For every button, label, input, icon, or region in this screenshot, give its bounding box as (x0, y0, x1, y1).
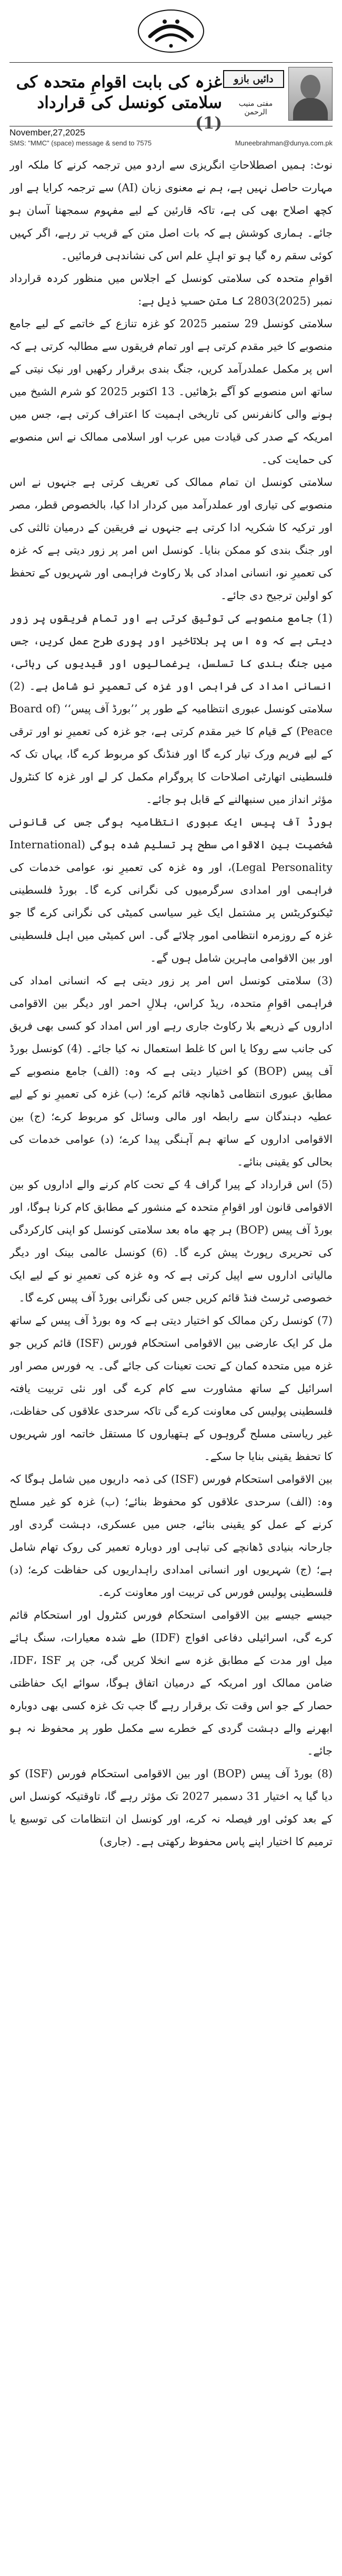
column-name: دائیں بازو (223, 70, 284, 88)
body-paragraph: (1) جامع منصوبے کی توثیق کرتی ہے اور تمام فریقوں پر زور دیتی ہے کہ وہ اس پر بلاتاخیر اور پوری طرح عمل کریں، جس میں جنگ بندی کا تسلسل، یرغمالیوں اور قیدیوں کی رہائی، انسانی امداد کی فراہمی اور غزہ کی تعمیرِ نو شامل ہے۔ (2) سلامتی کونسل عبوری انتظامیہ کے طور پر ’’بورڈ آف پیس‘‘ (Board of Peace) کے قیام کا خیر مقدم کرتی ہے، جو غزہ کی تعمیرِ نو اور ترقی کے لیے فریم ورک تیار کرے گا اور فنڈنگ کو مربوط کرے گا، یہاں تک کہ فلسطینی اتھارٹی اصلاحات کا پروگرام مکمل کر لے اور غزہ کا کنٹرول مؤثر انداز میں سنبھالنے کے قابل ہو جائے۔ (9, 612, 333, 806)
article-headline (9, 72, 222, 133)
article-body (9, 154, 333, 2546)
body-paragraph: (3) سلامتی کونسل اس امر پر زور دیتی ہے کہ انسانی امداد کی فراہمی اقوامِ متحدہ، ریڈ کراس، ہلالِ احمر اور دیگر بین الاقوامی اداروں کے ذریعے بلا رکاوٹ جاری رہے اور اس امداد کو کسی بھی فریق کی جانب سے روکا یا اس کا غلط استعمال نہ کیا جائے۔ (4) کونسل بورڈ آف پیس (BOP) کو اختیار دیتی ہے کہ وہ: (الف) جامع منصوبے کے مطابق عبوری انتظامی ڈھانچہ قائم کرے؛ (ب) غزہ کی تعمیرِ نو کے لیے عطیہ دہندگان سے رابطہ اور مالی وسائل کو مربوط کرے؛ (ج) بین الاقوامی اداروں کے ساتھ ہم آہنگی پیدا کرے؛ (د) عوامی خدمات کی بحالی کو یقینی بنائے۔ (9, 974, 333, 1168)
meta-row (9, 128, 333, 151)
body-paragraph: نوٹ: ہمیں اصطلاحاتِ انگریزی سے اردو میں ترجمہ کرنے کا ملکہ اور مہارت حاصل نہیں ہے، ہم نے معنوی زبان (AI) سے ترجمہ کرایا ہے اور کچھ اصلاح بھی کی ہے، تاکہ قارئین کے لیے مفہوم سمجھنا آسان ہو جائے۔ ہماری کوشش ہے کہ بات اصل متن کے قریب تر رہے، اگر کہیں کوئی سقم رہ گیا ہو تو اہلِ علم اس کی نشاندہی فرمائیں۔ (9, 159, 333, 262)
body-paragraph: (5) اس قرارداد کے پیرا گراف 4 کے تحت کام کرنے والے اداروں کو بین الاقوامی قانون اور اقوامِ متحدہ کے منشور کے مطابق کام کرنا ہوگا، اور بورڈ آف پیس (BOP) ہر چھ ماہ بعد سلامتی کونسل کو اپنی کارکردگی کی تحریری رپورٹ پیش کرے گا۔ (6) کونسل عالمی بینک اور دیگر مالیاتی اداروں سے اپیل کرتی ہے کہ وہ غزہ کی تعمیرِ نو کے لیے ایک خصوصی ٹرسٹ فنڈ قائم کریں جس کی نگرانی بورڈ آف پیس کرے گا۔ (9, 1178, 333, 1304)
dunya-logo (134, 6, 208, 56)
body-paragraph: بورڈ آف پیس ایک عبوری انتظامیہ ہوگی جس کی قانونی شخصیت بین الاقوامی سطح پر تسلیم شدہ ہوگی (International Legal Personality)، اور وہ غزہ کی تعمیرِ نو، عوامی خدمات کی فراہمی اور امدادی سرگرمیوں کی نگرانی کرے گا۔ بورڈ فلسطینی ٹیکنوکریٹس پر مشتمل ایک غیر سیاسی کمیٹی کی نگرانی کرے گا جو غزہ کے روزمرہ انتظامی امور چلائے گی۔ اس کمیٹی میں اہل فلسطینی اور بین الاقوامی ماہرین شامل ہوں گے۔ (9, 816, 333, 964)
author-email: Muneebrahman@dunya.com.pk (235, 139, 333, 147)
body-paragraph: اقوامِ متحدہ کی سلامتی کونسل کے اجلاس میں منظور کردہ قرارداد نمبر (2025)2803 کا متن حسبِ ذیل ہے: (9, 272, 333, 307)
body-paragraph: سلامتی کونسل 29 ستمبر 2025 کو غزہ تنازع کے خاتمے کے لیے جامع منصوبے کا خیر مقدم کرتی ہے اور تمام فریقوں سے مطالبہ کرتی ہے کہ اس پر مکمل عملدرآمد کریں، جنگ بندی برقرار رکھیں اور نیک نیتی کے ساتھ اس منصوبے کو آگے بڑھائیں۔ 13 اکتوبر 2025 کو شرم الشیخ میں ہونے والی کانفرنس کی تاریخی اہمیت کا اعتراف کرتی ہے، جس میں امریکہ کے صدر کی قیادت میں عرب اور اسلامی ممالک نے اس منصوبے کی حمایت کی۔ (9, 317, 333, 466)
publish-date: November,27,2025 (9, 128, 85, 138)
dunya-logo-mark (134, 6, 208, 56)
headline-part: (1) (195, 113, 222, 133)
author-photo (288, 67, 333, 121)
body-paragraph: (8) بورڈ آف پیس (BOP) اور بین الاقوامی استحکام فورس (ISF) کو دیا گیا یہ اختیار 31 دسمبر 2027 تک مؤثر رہے گا، تاوقتیکہ کونسل اس کے بعد کوئی اور فیصلہ نہ کرے، اور کونسل ان انتظامات کی توسیع یا ترمیم کا اختیار اپنے پاس محفوظ رکھتی ہے۔ (جاری) (9, 1767, 333, 1848)
body-paragraph: (7) کونسل رکن ممالک کو اختیار دیتی ہے کہ وہ بورڈ آف پیس کے ساتھ مل کر ایک عارضی بین الاقوامی استحکام فورس (ISF) قائم کریں جو غزہ میں متحدہ کمان کے تحت تعینات کی جائے گی۔ یہ فورس مصر اور اسرائیل کے ساتھ مشاورت سے کام کرے گی اور نئی تربیت یافتہ فلسطینی پولیس کی معاونت کرے گی تاکہ سرحدی علاقوں کی حفاظت، غیر ریاستی مسلح گروہوں کے ہتھیاروں کا مستقل خاتمہ اور شہریوں کا تحفظ یقینی بنایا جا سکے۔ (9, 1314, 333, 1463)
body-paragraph: بین الاقوامی استحکام فورس (ISF) کی ذمہ داریوں میں شامل ہوگا کہ وہ: (الف) سرحدی علاقوں کو محفوظ بنائے؛ (ب) غزہ کو غیر مسلح کرنے کے عمل کو یقینی بنائے، جس میں عسکری، دہشت گردی اور جارحانہ بنیادی ڈھانچے کی تباہی اور دوبارہ تعمیر کی روک تھام شامل ہے؛ (ج) شہریوں اور انسانی امدادی راہداریوں کی حفاظت کرے؛ (د) فلسطینی پولیس فورس کی تربیت اور معاونت کرے۔ (9, 1473, 333, 1599)
masthead (0, 0, 342, 62)
sms-instruction: SMS: "MMC" (space) message & send to 7575 (9, 139, 152, 147)
author-box (227, 67, 333, 122)
body-paragraph: جیسے جیسے بین الاقوامی استحکام فورس کنٹرول اور استحکام قائم کرے گی، اسرائیلی دفاعی افواج (IDF) طے شدہ معیارات، سنگ ہائے میل اور مدت کے مطابق غزہ سے انخلا کریں گی، جن پر IDF، ISF، ضامن ممالک اور امریکہ کے درمیان اتفاق ہوگا، سوائے ایک حفاظتی حصار کے جو اس وقت تک برقرار رہے گا جب تک غزہ کسی بھی دوبارہ ابھرنے والے دہشت گردی کے خطرے سے مکمل طور پر محفوظ نہ ہو جائے۔ (9, 1609, 333, 1757)
body-paragraph: سلامتی کونسل ان تمام ممالک کی تعریف کرتی ہے جنہوں نے اس منصوبے کی تیاری اور عملدرآمد میں کردار ادا کیا، بالخصوص قطر، مصر اور ترکیہ کا شکریہ ادا کرتی ہے جنہوں نے فریقین کے درمیان ثالثی کی اور جنگ بندی کو ممکن بنایا۔ کونسل اس امر پر زور دیتی ہے کہ غزہ کی تعمیرِ نو، انسانی امداد کی بلا رکاوٹ فراہمی اور شہریوں کے تحفظ کو اولین ترجیح دی جائے۔ (9, 476, 333, 602)
author-name: مفتی منیب الرحمن (238, 100, 273, 116)
headline-main: غزہ کی بابت اقوامِ متحدہ کی سلامتی کونسل کی قرارداد (16, 73, 222, 112)
